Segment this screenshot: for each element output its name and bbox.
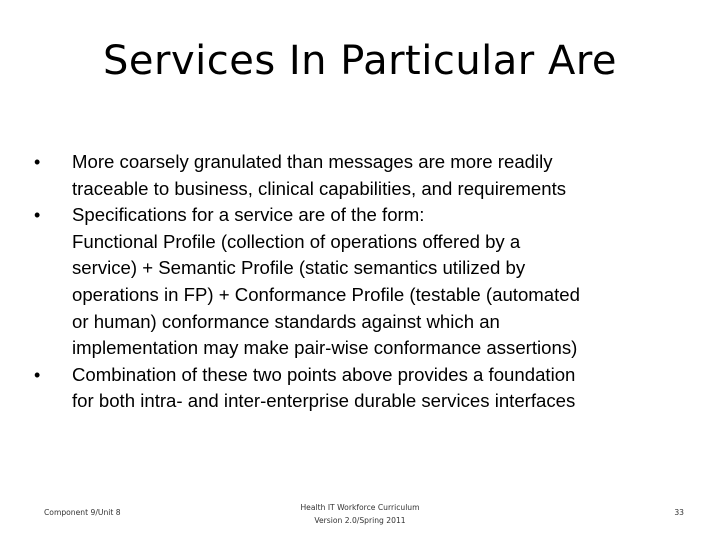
bullet-text-line: Functional Profile (collection of operations offered by a: [72, 230, 521, 252]
bullet-text-line: Combination of these two points above provides a foundation: [72, 363, 576, 385]
bullet-dot-icon: •: [34, 205, 41, 226]
bullet-text-line: More coarsely granulated than messages are more readily: [72, 151, 553, 172]
bullet-text-line: or human) conformance standards against which an: [72, 310, 500, 332]
bullet-text-line: traceable to business, clinical capabilities, and requirements: [72, 177, 567, 199]
bullet-dot-icon: •: [34, 152, 41, 172]
footer-curriculum: [260, 501, 460, 527]
bullet-item: [34, 202, 694, 362]
bullet-text-line: for both intra- and inter-enterprise durable services interfaces: [72, 390, 576, 412]
bullet-dot-icon: •: [34, 364, 41, 385]
slide-title: Services In Particular Are: [103, 38, 617, 84]
bullet-text-line: operations in FP) + Conformance Profile (testable (automated: [72, 283, 580, 305]
bullet-text-line: service) + Semantic Profile (static semantics utilized by: [72, 257, 526, 279]
footer-component-unit: Component 9/Unit 8: [44, 508, 121, 517]
bullet-item: [34, 149, 694, 202]
page-number: 33: [674, 508, 684, 517]
bullet-item: [34, 362, 694, 415]
bullet-text-line: Specifications for a service are of the form:: [72, 204, 425, 226]
footer-curriculum-version: Version 2.0/Spring 2011: [314, 516, 406, 525]
footer-curriculum-title: Health IT Workforce Curriculum: [300, 503, 420, 512]
bullet-list: [34, 149, 694, 415]
bullet-text-line: implementation may make pair-wise conformance assertions): [72, 337, 578, 359]
